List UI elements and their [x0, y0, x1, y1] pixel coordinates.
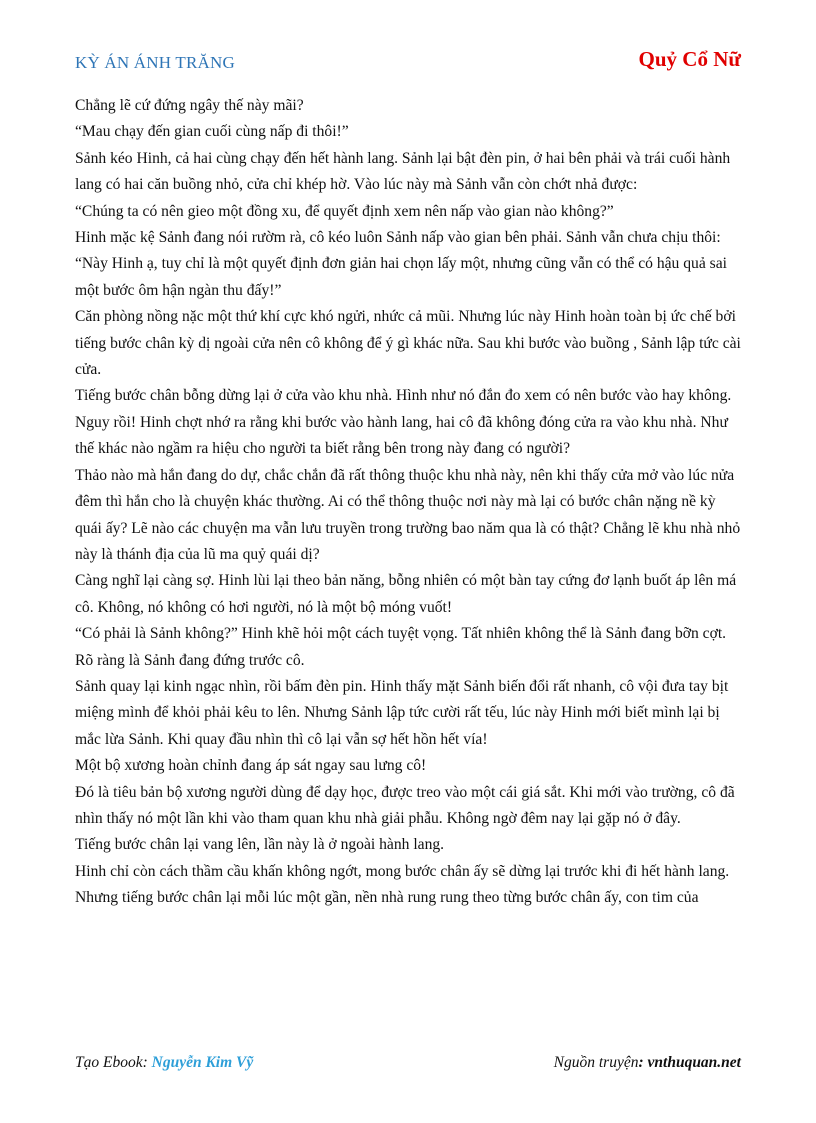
book-title: KỲ ÁN ÁNH TRĂNG — [75, 53, 235, 72]
paragraph: “Mau chạy đến gian cuối cùng nấp đi thôi!” — [75, 123, 349, 141]
paragraph: Tiếng bước chân lại vang lên, lần này là ở ngoài hành lang. — [75, 836, 445, 854]
story-body — [75, 93, 745, 912]
paragraph: Hinh chỉ còn cách thầm cầu khấn không ngớt, mong bước chân ấy sẽ dừng lại trước khi đi hết hành lang. — [75, 862, 730, 880]
paragraph: Căn phòng nồng nặc một thứ khí cực khó ngửi, nhức cả mũi. Nhưng lúc này Hinh hoàn toàn bị ức chế bởi tiếng bước chân kỳ dị ngoài cửa nên cô không để ý gì khác nữa. Sau khi bước vào buồng , Sảnh lập tức cài cửa. — [75, 308, 741, 379]
source-label: Nguồn truyện — [553, 1054, 639, 1071]
paragraph: Thảo nào mà hắn đang do dự, chắc chắn đã rất thông thuộc khu nhà này, nên khi thấy cửa mở vào lúc nửa đêm thì hắn cho là chuyện khác thường. Ai có thể thông thuộc nơi này mà lại có bước chân nặng nề kỳ quái ấy? Lẽ nào các chuyện ma vẫn lưu truyền trong trường bao năm qua là có thật? Chẳng lẽ khu nhà nhỏ này là thánh địa của lũ ma quỷ quái dị? — [75, 466, 741, 563]
paragraph: Sảnh kéo Hinh, cả hai cùng chạy đến hết hành lang. Sảnh lại bật đèn pin, ở hai bên phải và trái cuối hành lang có hai căn buồng nhỏ, cửa chỉ khép hờ. Vào lúc này mà Sảnh vẫn còn chớt nhả được: — [75, 149, 731, 194]
paragraph: “Có phải là Sảnh không?” Hinh khẽ hỏi một cách tuyệt vọng. Tất nhiên không thể là Sảnh đang bỡn cợt. Rõ ràng là Sảnh đang đứng trước cô. — [75, 625, 727, 669]
ebook-separator: : — [142, 1054, 152, 1071]
ebook-credit — [75, 1054, 253, 1072]
paragraph: Đó là tiêu bản bộ xương người dùng để dạy học, được treo vào một cái giá sắt. Khi mới vào trường, cô đã nhìn thấy nó một lần khi vào tham quan khu nhà giải phẫu. Không ngờ đêm nay lại gặp nó ở đây. — [75, 783, 735, 827]
paragraph: “Chúng ta có nên gieo một đồng xu, để quyết định xem nên nấp vào gian nào không?” — [75, 202, 614, 220]
paragraph: Hinh mặc kệ Sảnh đang nói rườm rà, cô kéo luôn Sảnh nấp vào gian bên phải. Sảnh vẫn chưa chịu thôi: “Này Hinh ạ, tuy chỉ là một quyết định đơn giản hai chọn lấy một, nhưng cũng vẫn có thể có hậu quả sai một bước ôm hận ngàn thu đấy!” — [75, 229, 727, 299]
paragraph: Chẳng lẽ cứ đứng ngây thế này mãi? — [75, 97, 304, 114]
paragraph: Nhưng tiếng bước chân lại mỗi lúc một gần, nền nhà rung rung theo từng bước chân ấy, con tim của — [75, 889, 699, 907]
ebook-author: Nguyễn Kim Vỹ — [151, 1054, 254, 1071]
ebook-label: Tạo Ebook — [75, 1054, 143, 1071]
source-credit — [554, 1054, 741, 1072]
paragraph: Một bộ xương hoàn chỉnh đang áp sát ngay sau lưng cô! — [75, 757, 427, 775]
paragraph: Nguy rồi! Hinh chợt nhớ ra rằng khi bước vào hành lang, hai cô đã không đóng cửa ra vào khu nhà. Như thế khác nào ngầm ra hiệu cho người ta biết rằng bên trong này đang có người? — [75, 413, 728, 458]
paragraph: Sảnh quay lại kinh ngạc nhìn, rồi bấm đèn pin. Hinh thấy mặt Sảnh biến đổi rất nhanh, cô vội đưa tay bịt miệng mình để khỏi phải kêu to lên. Nhưng Sảnh lập tức cười rất tếu, lúc này Hinh mới biết mình lại bị mắc lừa Sảnh. Khi quay đầu nhìn thì cô lại vẫn sợ hết hồn hết vía! — [75, 677, 729, 748]
paragraph: Tiếng bước chân bỗng dừng lại ở cửa vào khu nhà. Hình như nó đắn đo xem có nên bước vào hay không. — [75, 387, 732, 405]
paragraph: Càng nghĩ lại càng sợ. Hinh lùi lại theo bản năng, bỗng nhiên có một bàn tay cứng đơ lạnh buốt áp lên má cô. Không, nó không có hơi người, nó là một bộ móng vuốt! — [75, 572, 737, 616]
story-title: Quỷ Cổ Nữ — [638, 47, 741, 71]
page-header — [75, 44, 741, 80]
source-separator: : — [638, 1054, 648, 1071]
source-site: vnthuquan.net — [647, 1054, 741, 1071]
